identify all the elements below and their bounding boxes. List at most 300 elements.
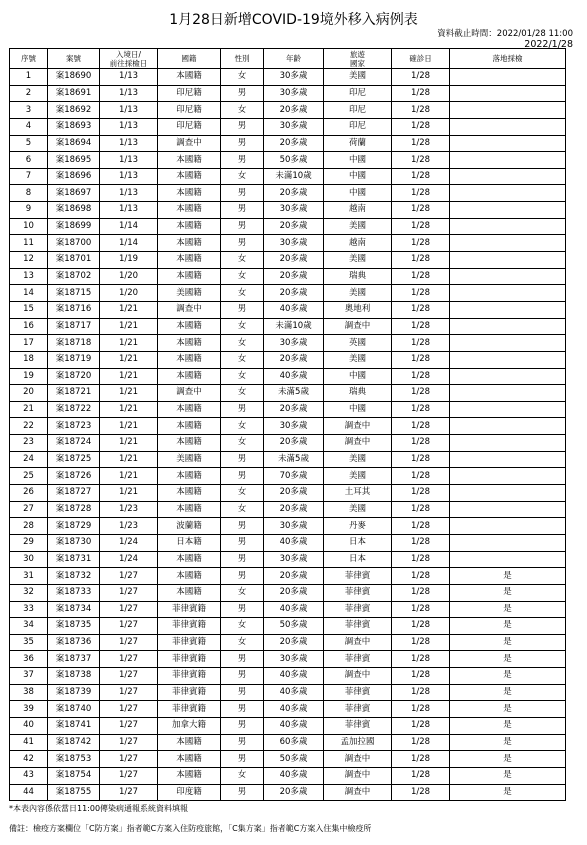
cell-case-id: 案18728	[48, 501, 100, 518]
header-arrival-test-label: 落地採檢	[492, 54, 523, 63]
cell-confirm-date: 1/28	[392, 335, 450, 352]
cell-nationality: 本國籍	[158, 235, 221, 252]
cell-age: 40多歲	[264, 301, 324, 318]
cell-travel-country: 調查中	[324, 767, 392, 784]
cell-seq: 24	[10, 451, 48, 468]
cell-seq: 32	[10, 584, 48, 601]
cell-confirm-date: 1/28	[392, 118, 450, 135]
cell-arrival-test	[450, 385, 566, 402]
table-row	[10, 435, 566, 452]
cell-arrival-test: 是	[450, 684, 566, 701]
cell-age: 20多歲	[264, 568, 324, 585]
cell-age: 50多歲	[264, 152, 324, 169]
cell-arrival-test	[450, 69, 566, 86]
cell-nationality: 本國籍	[158, 218, 221, 235]
cell-seq: 3	[10, 102, 48, 119]
table-row	[10, 601, 566, 618]
header-case-id-label: 案號	[66, 54, 81, 63]
cell-entry-date: 1/21	[100, 418, 158, 435]
cell-confirm-date: 1/28	[392, 301, 450, 318]
table-row	[10, 651, 566, 668]
table-row	[10, 734, 566, 751]
table-row	[10, 551, 566, 568]
cell-entry-date: 1/21	[100, 485, 158, 502]
cell-case-id: 案18691	[48, 85, 100, 102]
table-header-row	[10, 49, 566, 69]
header-travel-country-label: 旅遊 國家	[350, 49, 365, 68]
cell-seq: 29	[10, 534, 48, 551]
cell-age: 20多歲	[264, 218, 324, 235]
cell-confirm-date: 1/28	[392, 218, 450, 235]
cell-arrival-test	[450, 351, 566, 368]
cell-travel-country: 丹麥	[324, 518, 392, 535]
cell-entry-date: 1/21	[100, 401, 158, 418]
table-row	[10, 634, 566, 651]
cell-seq: 4	[10, 118, 48, 135]
cell-age: 30多歲	[264, 551, 324, 568]
header-age	[264, 49, 324, 69]
cell-sex: 女	[221, 351, 264, 368]
cell-seq: 34	[10, 618, 48, 635]
cell-entry-date: 1/27	[100, 618, 158, 635]
table-row	[10, 468, 566, 485]
table-row	[10, 252, 566, 269]
cell-seq: 40	[10, 717, 48, 734]
cell-age: 20多歲	[264, 401, 324, 418]
cell-confirm-date: 1/28	[392, 401, 450, 418]
cell-entry-date: 1/27	[100, 568, 158, 585]
cell-case-id: 案18716	[48, 301, 100, 318]
cell-confirm-date: 1/28	[392, 784, 450, 801]
cell-nationality: 本國籍	[158, 468, 221, 485]
cell-sex: 男	[221, 202, 264, 219]
cell-nationality: 本國籍	[158, 435, 221, 452]
table-row	[10, 784, 566, 801]
cell-case-id: 案18731	[48, 551, 100, 568]
cell-nationality: 本國籍	[158, 401, 221, 418]
cell-age: 20多歲	[264, 351, 324, 368]
header-nationality	[158, 49, 221, 69]
cell-sex: 男	[221, 301, 264, 318]
cell-arrival-test	[450, 368, 566, 385]
cell-sex: 男	[221, 751, 264, 768]
cell-nationality: 本國籍	[158, 568, 221, 585]
cell-age: 40多歲	[264, 767, 324, 784]
cell-case-id: 案18730	[48, 534, 100, 551]
cell-seq: 17	[10, 335, 48, 352]
cell-entry-date: 1/21	[100, 451, 158, 468]
header-case-id	[48, 49, 100, 69]
cell-case-id: 案18694	[48, 135, 100, 152]
cell-confirm-date: 1/28	[392, 285, 450, 302]
cell-arrival-test: 是	[450, 784, 566, 801]
cell-age: 20多歲	[264, 784, 324, 801]
cell-entry-date: 1/19	[100, 252, 158, 269]
cell-confirm-date: 1/28	[392, 385, 450, 402]
cell-confirm-date: 1/28	[392, 701, 450, 718]
table-row	[10, 285, 566, 302]
cell-travel-country: 瑞典	[324, 385, 392, 402]
cell-sex: 女	[221, 268, 264, 285]
cell-sex: 男	[221, 551, 264, 568]
cell-case-id: 案18718	[48, 335, 100, 352]
cell-entry-date: 1/13	[100, 102, 158, 119]
cell-arrival-test	[450, 168, 566, 185]
cell-confirm-date: 1/28	[392, 618, 450, 635]
cell-age: 40多歲	[264, 534, 324, 551]
cell-entry-date: 1/27	[100, 668, 158, 685]
cell-age: 20多歲	[264, 252, 324, 269]
cell-arrival-test	[450, 202, 566, 219]
cell-case-id: 案18732	[48, 568, 100, 585]
table-row	[10, 318, 566, 335]
cell-nationality: 本國籍	[158, 368, 221, 385]
cell-sex: 男	[221, 85, 264, 102]
cell-sex: 女	[221, 368, 264, 385]
cell-nationality: 加拿大籍	[158, 717, 221, 734]
cell-nationality: 本國籍	[158, 767, 221, 784]
cell-entry-date: 1/13	[100, 168, 158, 185]
cell-case-id: 案18701	[48, 252, 100, 269]
table-row	[10, 152, 566, 169]
cell-nationality: 本國籍	[158, 418, 221, 435]
cell-nationality: 波蘭籍	[158, 518, 221, 535]
cell-entry-date: 1/20	[100, 268, 158, 285]
cell-entry-date: 1/14	[100, 218, 158, 235]
table-row	[10, 135, 566, 152]
table-row	[10, 618, 566, 635]
cell-nationality: 菲律賓籍	[158, 684, 221, 701]
cell-confirm-date: 1/28	[392, 684, 450, 701]
cell-case-id: 案18721	[48, 385, 100, 402]
cell-case-id: 案18724	[48, 435, 100, 452]
cell-travel-country: 孟加拉國	[324, 734, 392, 751]
table-row	[10, 368, 566, 385]
cell-nationality: 本國籍	[158, 185, 221, 202]
table-row	[10, 102, 566, 119]
cell-arrival-test	[450, 268, 566, 285]
cell-sex: 女	[221, 435, 264, 452]
cell-entry-date: 1/21	[100, 301, 158, 318]
cell-entry-date: 1/20	[100, 285, 158, 302]
cell-seq: 33	[10, 601, 48, 618]
table-row	[10, 701, 566, 718]
cell-sex: 男	[221, 534, 264, 551]
cell-entry-date: 1/13	[100, 135, 158, 152]
cell-confirm-date: 1/28	[392, 252, 450, 269]
cell-arrival-test: 是	[450, 634, 566, 651]
cell-nationality: 本國籍	[158, 584, 221, 601]
table-row	[10, 385, 566, 402]
cell-travel-country: 中國	[324, 168, 392, 185]
cell-entry-date: 1/27	[100, 634, 158, 651]
table-row	[10, 568, 566, 585]
cell-travel-country: 印尼	[324, 85, 392, 102]
table-row	[10, 185, 566, 202]
cell-case-id: 案18737	[48, 651, 100, 668]
cell-age: 30多歲	[264, 418, 324, 435]
table-row	[10, 518, 566, 535]
cell-travel-country: 荷蘭	[324, 135, 392, 152]
cell-seq: 5	[10, 135, 48, 152]
cell-arrival-test	[450, 85, 566, 102]
cell-nationality: 本國籍	[158, 485, 221, 502]
cell-arrival-test	[450, 485, 566, 502]
cell-sex: 男	[221, 601, 264, 618]
table-body	[10, 69, 566, 801]
cell-confirm-date: 1/28	[392, 751, 450, 768]
cell-seq: 2	[10, 85, 48, 102]
cell-seq: 28	[10, 518, 48, 535]
cell-nationality: 本國籍	[158, 751, 221, 768]
cell-seq: 15	[10, 301, 48, 318]
cell-age: 40多歲	[264, 601, 324, 618]
cell-sex: 男	[221, 701, 264, 718]
cell-age: 30多歲	[264, 85, 324, 102]
cell-age: 40多歲	[264, 701, 324, 718]
cell-seq: 43	[10, 767, 48, 784]
cell-confirm-date: 1/28	[392, 668, 450, 685]
cell-confirm-date: 1/28	[392, 235, 450, 252]
cell-sex: 女	[221, 69, 264, 86]
cell-case-id: 案18719	[48, 351, 100, 368]
cell-nationality: 印度籍	[158, 784, 221, 801]
cell-travel-country: 美國	[324, 351, 392, 368]
cell-case-id: 案18742	[48, 734, 100, 751]
cell-confirm-date: 1/28	[392, 534, 450, 551]
cell-nationality: 日本籍	[158, 534, 221, 551]
cell-confirm-date: 1/28	[392, 601, 450, 618]
cell-confirm-date: 1/28	[392, 435, 450, 452]
cell-sex: 女	[221, 501, 264, 518]
cell-confirm-date: 1/28	[392, 202, 450, 219]
cell-entry-date: 1/23	[100, 518, 158, 535]
cell-sex: 男	[221, 185, 264, 202]
cell-age: 20多歲	[264, 435, 324, 452]
cell-sex: 男	[221, 152, 264, 169]
table-row	[10, 218, 566, 235]
cell-case-id: 案18720	[48, 368, 100, 385]
cell-nationality: 印尼籍	[158, 85, 221, 102]
cell-nationality: 菲律賓籍	[158, 618, 221, 635]
cell-travel-country: 菲律賓	[324, 618, 392, 635]
cell-arrival-test: 是	[450, 584, 566, 601]
cell-entry-date: 1/27	[100, 651, 158, 668]
cell-confirm-date: 1/28	[392, 634, 450, 651]
cell-travel-country: 美國	[324, 451, 392, 468]
cell-arrival-test	[450, 451, 566, 468]
cell-travel-country: 菲律賓	[324, 568, 392, 585]
footnote: *本表內容係依當日11:00傳染病通報系統資料填報	[9, 804, 189, 813]
cell-seq: 19	[10, 368, 48, 385]
cell-case-id: 案18736	[48, 634, 100, 651]
header-confirm-date	[392, 49, 450, 69]
cell-case-id: 案18740	[48, 701, 100, 718]
cell-nationality: 本國籍	[158, 551, 221, 568]
cell-sex: 女	[221, 584, 264, 601]
cell-sex: 女	[221, 318, 264, 335]
cell-entry-date: 1/27	[100, 767, 158, 784]
table-row	[10, 451, 566, 468]
cell-seq: 30	[10, 551, 48, 568]
cell-arrival-test	[450, 118, 566, 135]
cell-travel-country: 美國	[324, 69, 392, 86]
cell-age: 30多歲	[264, 235, 324, 252]
table-row	[10, 684, 566, 701]
cell-arrival-test: 是	[450, 717, 566, 734]
cell-case-id: 案18727	[48, 485, 100, 502]
cell-sex: 女	[221, 335, 264, 352]
cell-arrival-test	[450, 518, 566, 535]
cell-confirm-date: 1/28	[392, 584, 450, 601]
cell-seq: 44	[10, 784, 48, 801]
cell-travel-country: 中國	[324, 401, 392, 418]
cell-entry-date: 1/14	[100, 235, 158, 252]
cell-seq: 9	[10, 202, 48, 219]
cell-sex: 男	[221, 451, 264, 468]
cell-age: 20多歲	[264, 268, 324, 285]
cell-confirm-date: 1/28	[392, 451, 450, 468]
cell-entry-date: 1/13	[100, 118, 158, 135]
cell-seq: 27	[10, 501, 48, 518]
table-row	[10, 534, 566, 551]
cell-nationality: 印尼籍	[158, 102, 221, 119]
cell-entry-date: 1/27	[100, 601, 158, 618]
cell-confirm-date: 1/28	[392, 734, 450, 751]
cell-travel-country: 越南	[324, 202, 392, 219]
cell-arrival-test: 是	[450, 701, 566, 718]
cell-confirm-date: 1/28	[392, 551, 450, 568]
cell-case-id: 案18755	[48, 784, 100, 801]
cell-entry-date: 1/27	[100, 717, 158, 734]
cell-nationality: 本國籍	[158, 152, 221, 169]
cell-seq: 14	[10, 285, 48, 302]
cell-nationality: 本國籍	[158, 252, 221, 269]
report-date: 2022/1/28	[524, 39, 573, 50]
cell-travel-country: 印尼	[324, 102, 392, 119]
cell-case-id: 案18702	[48, 268, 100, 285]
cell-case-id: 案18725	[48, 451, 100, 468]
cell-travel-country: 調查中	[324, 634, 392, 651]
cell-entry-date: 1/27	[100, 751, 158, 768]
cell-travel-country: 菲律賓	[324, 584, 392, 601]
cell-arrival-test: 是	[450, 651, 566, 668]
cell-entry-date: 1/21	[100, 318, 158, 335]
header-arrival-test	[450, 49, 566, 69]
page-title: 1月28日新增COVID-19境外移入病例表	[169, 12, 418, 28]
cell-arrival-test	[450, 401, 566, 418]
cell-entry-date: 1/24	[100, 551, 158, 568]
cell-age: 30多歲	[264, 202, 324, 219]
cell-age: 20多歲	[264, 285, 324, 302]
table-row	[10, 118, 566, 135]
cell-age: 20多歲	[264, 102, 324, 119]
cell-seq: 22	[10, 418, 48, 435]
cell-entry-date: 1/13	[100, 152, 158, 169]
cell-confirm-date: 1/28	[392, 568, 450, 585]
cell-sex: 女	[221, 168, 264, 185]
cell-travel-country: 菲律賓	[324, 651, 392, 668]
cell-nationality: 菲律賓籍	[158, 601, 221, 618]
cell-sex: 男	[221, 734, 264, 751]
cell-arrival-test: 是	[450, 601, 566, 618]
cell-age: 20多歲	[264, 584, 324, 601]
cell-case-id: 案18735	[48, 618, 100, 635]
cell-case-id: 案18690	[48, 69, 100, 86]
cell-case-id: 案18695	[48, 152, 100, 169]
cell-confirm-date: 1/28	[392, 85, 450, 102]
cell-seq: 41	[10, 734, 48, 751]
cell-arrival-test	[450, 551, 566, 568]
cell-seq: 36	[10, 651, 48, 668]
cell-arrival-test	[450, 135, 566, 152]
table-row	[10, 335, 566, 352]
cell-travel-country: 菲律賓	[324, 601, 392, 618]
cell-nationality: 本國籍	[158, 501, 221, 518]
cell-case-id: 案18715	[48, 285, 100, 302]
cell-entry-date: 1/27	[100, 584, 158, 601]
cell-case-id: 案18722	[48, 401, 100, 418]
cell-entry-date: 1/21	[100, 468, 158, 485]
cell-entry-date: 1/21	[100, 435, 158, 452]
cell-age: 50多歲	[264, 618, 324, 635]
cell-sex: 男	[221, 135, 264, 152]
cell-sex: 男	[221, 235, 264, 252]
cell-age: 50多歲	[264, 751, 324, 768]
cell-nationality: 菲律賓籍	[158, 701, 221, 718]
cell-confirm-date: 1/28	[392, 468, 450, 485]
cell-age: 未滿10歲	[264, 318, 324, 335]
cell-age: 20多歲	[264, 634, 324, 651]
cell-entry-date: 1/13	[100, 85, 158, 102]
cell-confirm-date: 1/28	[392, 69, 450, 86]
cell-entry-date: 1/21	[100, 368, 158, 385]
table-row	[10, 401, 566, 418]
cell-arrival-test	[450, 501, 566, 518]
cell-travel-country: 土耳其	[324, 485, 392, 502]
cell-sex: 男	[221, 118, 264, 135]
table-row	[10, 668, 566, 685]
table-row	[10, 301, 566, 318]
cell-seq: 1	[10, 69, 48, 86]
cell-arrival-test	[450, 468, 566, 485]
cell-age: 40多歲	[264, 668, 324, 685]
header-age-label: 年齡	[286, 54, 301, 63]
cell-confirm-date: 1/28	[392, 651, 450, 668]
cell-case-id: 案18692	[48, 102, 100, 119]
table-row	[10, 584, 566, 601]
header-seq-label: 序號	[21, 54, 36, 63]
cell-seq: 7	[10, 168, 48, 185]
cell-case-id: 案18726	[48, 468, 100, 485]
cell-age: 未滿5歲	[264, 451, 324, 468]
cell-sex: 女	[221, 767, 264, 784]
cell-nationality: 本國籍	[158, 168, 221, 185]
cell-confirm-date: 1/28	[392, 168, 450, 185]
cell-sex: 女	[221, 252, 264, 269]
cell-seq: 23	[10, 435, 48, 452]
cell-travel-country: 美國	[324, 285, 392, 302]
cell-seq: 31	[10, 568, 48, 585]
cell-travel-country: 菲律賓	[324, 684, 392, 701]
cell-travel-country: 中國	[324, 152, 392, 169]
cell-nationality: 美國籍	[158, 285, 221, 302]
cell-confirm-date: 1/28	[392, 717, 450, 734]
cell-travel-country: 美國	[324, 252, 392, 269]
table-row	[10, 351, 566, 368]
cell-sex: 男	[221, 717, 264, 734]
cell-sex: 女	[221, 102, 264, 119]
